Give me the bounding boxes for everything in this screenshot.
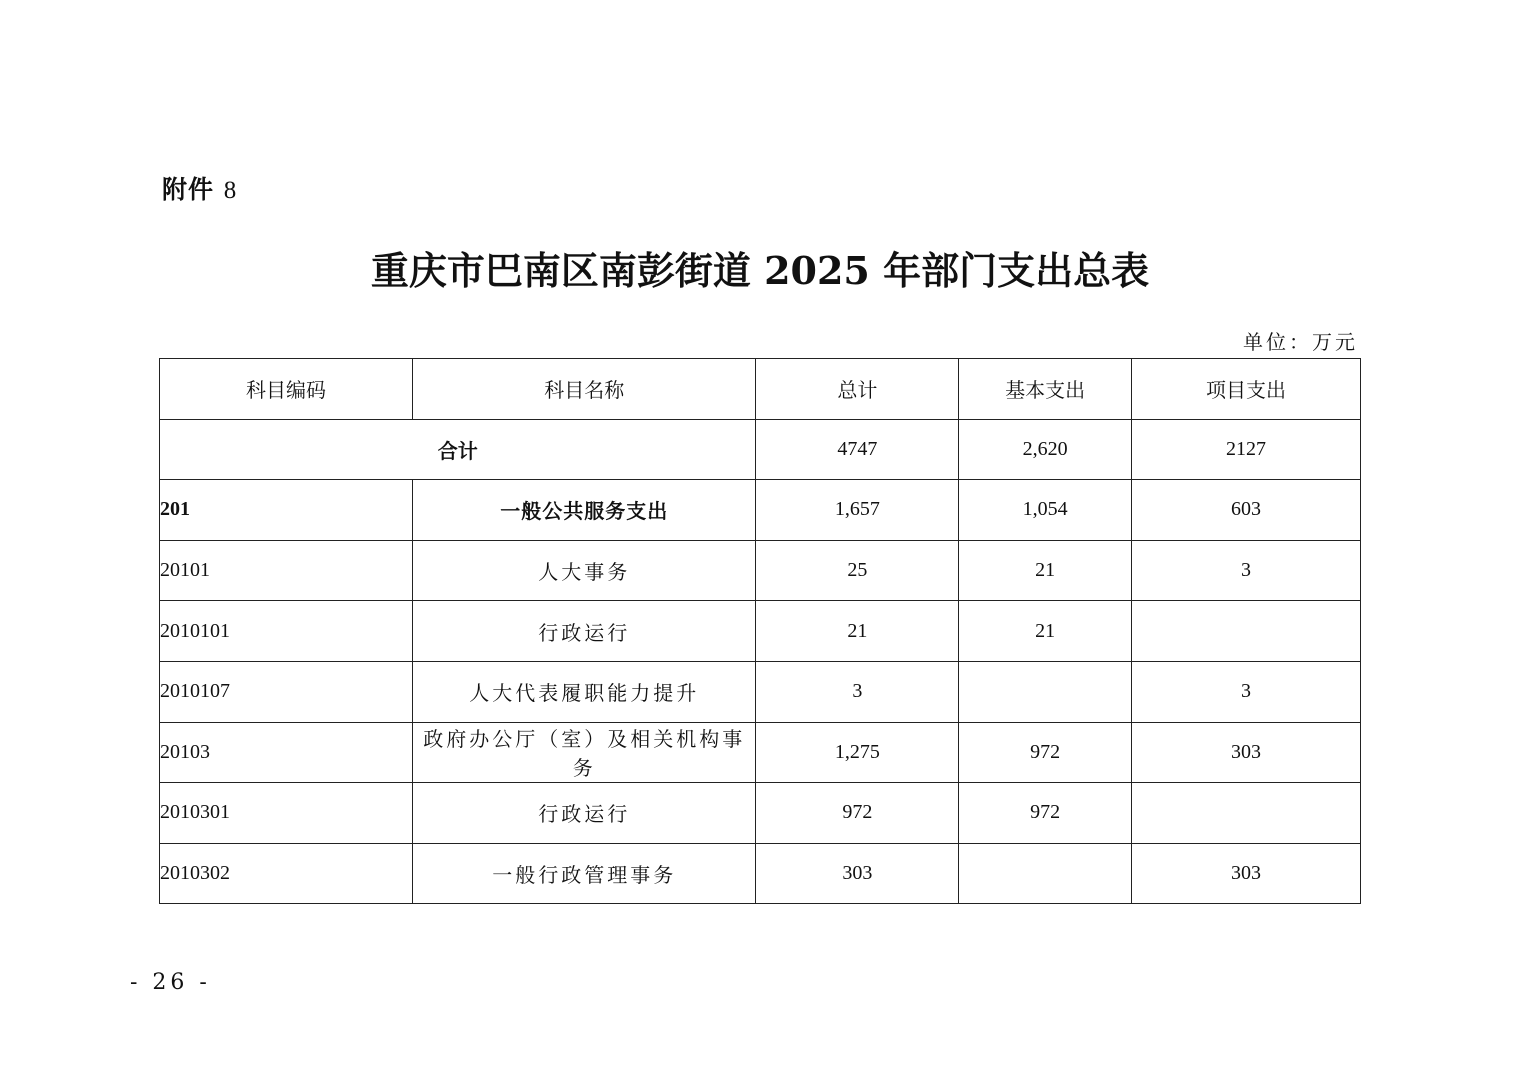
column-header-name: 科目名称 [413,359,756,420]
project-cell [1132,601,1361,662]
total-cell: 25 [756,540,959,601]
column-header-basic: 基本支出 [959,359,1132,420]
name-cell: 一般行政管理事务 [413,843,756,904]
column-header-total: 总计 [756,359,959,420]
table-row [160,601,1361,662]
name-cell: 政府办公厅（室）及相关机构事务 [413,722,756,783]
project-cell: 2127 [1132,419,1361,480]
table-row [160,480,1361,541]
name-cell: 人大事务 [413,540,756,601]
project-cell: 3 [1132,661,1361,722]
total-cell: 1,657 [756,480,959,541]
total-cell: 303 [756,843,959,904]
project-cell: 603 [1132,480,1361,541]
attachment-number: 8 [223,177,238,204]
basic-cell: 972 [959,722,1132,783]
project-cell [1132,783,1361,844]
column-header-code: 科目编码 [160,359,413,420]
table-row [160,661,1361,722]
total-cell: 4747 [756,419,959,480]
basic-cell: 21 [959,601,1132,662]
table-row [160,540,1361,601]
basic-cell: 2,620 [959,419,1132,480]
attachment-text: 附件 [162,175,215,204]
total-label: 合计 [160,419,756,480]
code-cell: 2010301 [160,783,413,844]
total-cell: 3 [756,661,959,722]
page-number: - 26 - [130,970,211,995]
code-cell: 2010107 [160,661,413,722]
total-cell: 21 [756,601,959,662]
basic-cell: 21 [959,540,1132,601]
basic-cell: 1,054 [959,480,1132,541]
table-row [160,722,1361,783]
table-header-row [160,359,1361,420]
code-cell: 201 [160,480,413,541]
total-cell: 972 [756,783,959,844]
code-cell: 20101 [160,540,413,601]
unit-label: 单位：万元 [1243,330,1358,354]
total-row [160,419,1361,480]
name-cell: 行政运行 [413,601,756,662]
column-header-project: 项目支出 [1132,359,1361,420]
code-cell: 2010101 [160,601,413,662]
name-cell: 一般公共服务支出 [413,480,756,541]
table-row [160,783,1361,844]
code-cell: 2010302 [160,843,413,904]
total-cell: 1,275 [756,722,959,783]
name-cell: 人大代表履职能力提升 [413,661,756,722]
project-cell: 303 [1132,722,1361,783]
attachment-label [162,170,237,206]
name-cell: 行政运行 [413,783,756,844]
basic-cell [959,843,1132,904]
page-title: 重庆市巴南区南彭街道 2025 年部门支出总表 [370,248,1150,293]
project-cell: 303 [1132,843,1361,904]
basic-cell: 972 [959,783,1132,844]
basic-cell [959,661,1132,722]
code-cell: 20103 [160,722,413,783]
expenditure-table [159,358,1361,904]
table-row [160,843,1361,904]
project-cell: 3 [1132,540,1361,601]
